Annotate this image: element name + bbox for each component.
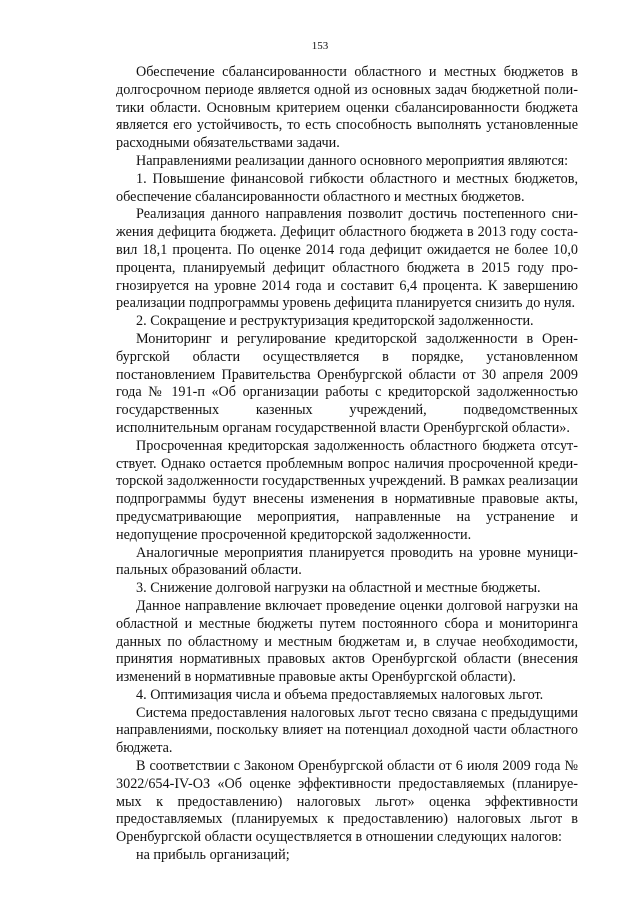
paragraph: Реализация данного направления позволит достичь постепенного снижения дефицита бюджета. Дефицит областного бюджета в 2013 году составил 18,1 процента. По оценке 2014 года дефицит ожидается не более 10,0 процента, планируемый дефицит областного бюджета в 2015 году прогнозируется на уровне 2014 года и составит 6,4 процента. К завершению реализации подпрограммы уровень дефицита планируется снизить до нуля. — [116, 206, 578, 312]
paragraph: Обеспечение сбалансированности областного и местных бюджетов в долгосрочном периоде является одной из основных задач бюджетной политики области. Основным критерием оценки сбалансированности бюджета является его устойчивость, то есть способность выполнять установленные расходными обязательствами задачи. — [116, 64, 578, 152]
paragraph: Данное направление включает проведение оценки долговой нагрузки на областной и местные бюджеты путем постоянного сбора и мониторинга данных по областному и местным бюджетам и, в случае необходимости, принятия нормативных правовых актов Оренбургской области (внесения изменений в нормативные правовые акты Оренбургской области). — [116, 597, 578, 686]
paragraph: В соответствии с Законом Оренбургской области от 6 июля 2009 года № 3022/654-IV-ОЗ «Об оценке эффективности предоставляемых (планируемых к предоставлению) налоговых льгот» оценка эффективности предоставляемых (планируемых к предоставлению) налоговых льгот в Оренбургской области осуществляется в отношении следующих налогов: — [116, 758, 578, 846]
paragraph: 1. Повышение финансовой гибкости областного и местных бюджетов, обеспечение сбалансированности областного и местных бюджетов. — [116, 170, 578, 205]
paragraph: Аналогичные мероприятия планируется проводить на уровне муниципальных образований области. — [116, 544, 578, 579]
paragraph: 4. Оптимизация числа и объема предоставляемых налоговых льгот. — [136, 686, 544, 703]
paragraph: 3. Снижение долговой нагрузки на областной и местные бюджеты. — [136, 580, 541, 597]
paragraph: Просроченная кредиторская задолженность областного бюджета отсутствует. Однако остается проблемным вопрос наличия просроченной кредиторской задолженности государственных учреждений. В рамках реализации подпрограммы будут внесены изменения в нормативные правовые акты, предусматривающие мероприятия, направленные на устранение и недопущение просроченной кредиторской задолженности. — [116, 437, 578, 543]
page-number: 153 — [311, 40, 329, 52]
paragraph: на прибыль организаций; — [136, 847, 290, 864]
paragraph: 2. Сокращение и реструктуризация кредиторской задолженности. — [136, 313, 534, 330]
paragraph: Система предоставления налоговых льгот тесно связана с предыдущими направлениями, поскольку влияет на потенциал доходной части областного бюджета. — [116, 704, 578, 757]
paragraph: Мониторинг и регулирование кредиторской задолженности в Оренбургской области осуществляется в порядке, установленном постановлением Правительства Оренбургской области от 30 апреля 2009 года № 191-п «Об организации работы с кредиторской задолженностью государственных казенных учреждений, подведомственных исполнительным органам государственной власти Оренбургской области». — [116, 330, 578, 436]
body-text — [116, 64, 578, 865]
paragraph: Направлениями реализации данного основного мероприятия являются: — [136, 152, 569, 169]
